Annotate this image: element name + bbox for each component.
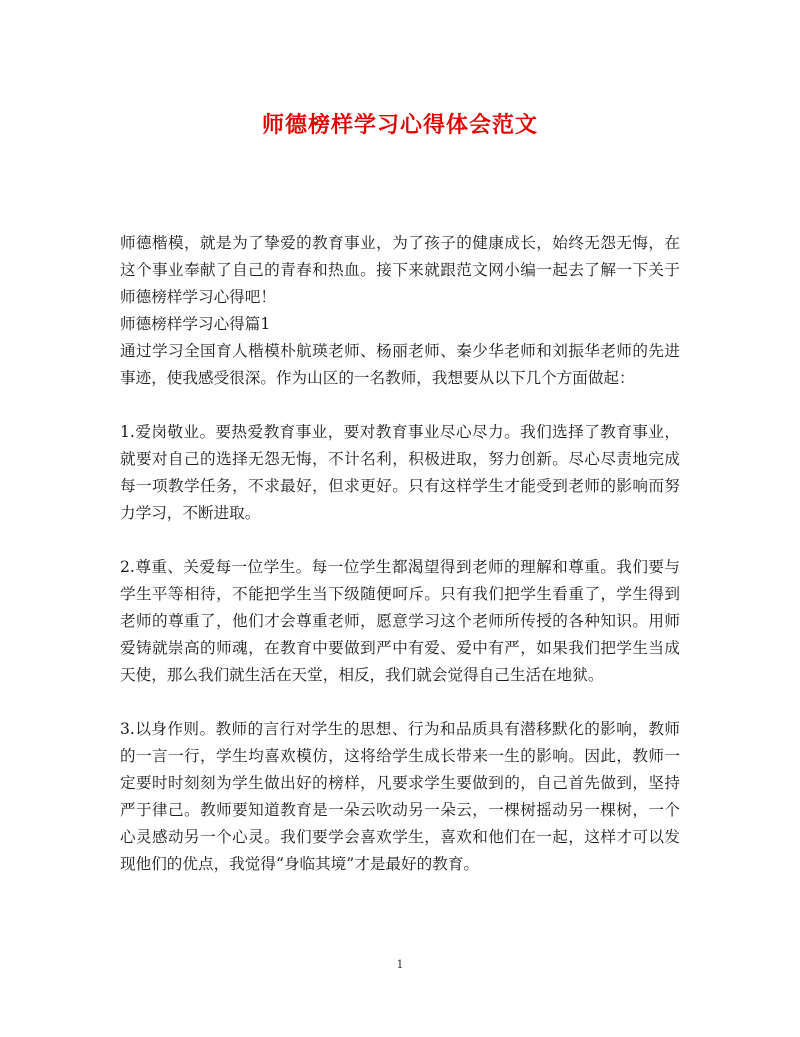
body-paragraph: 通过学习全国育人楷模朴航瑛老师、杨丽老师、秦少华老师和刘振华老师的先进事迹，使我感受很深。作为山区的一名教师，我想要从以下几个方面做起： <box>120 342 680 387</box>
intro-paragraph: 师德楷模，就是为了挚爱的教育事业，为了孩子的健康成长，始终无怨无悔，在这个事业奉献了自己的青春和热血。接下来就跟范文网小编一起去了解一下关于师德榜样学习心得吧！ <box>120 234 680 306</box>
section-heading: 师德榜样学习心得篇1 <box>120 315 271 333</box>
document-title: 师德榜样学习心得体会范文 <box>261 112 538 138</box>
page-number: 1 <box>396 958 404 971</box>
body-paragraph: 3.以身作则。教师的言行对学生的思想、行为和品质具有潜移默化的影响，教师的一言一行，学生均喜欢模仿，这将给学生成长带来一生的影响。因此，教师一定要时时刻刻为学生做出好的榜样，凡要求学生要做到的，自己首先做到，坚持严于律己。教师要知道教育是一朵云吹动另一朵云，一棵树摇动另一棵树，一个心灵感动另一个心灵。我们要学会喜欢学生，喜欢和他们在一起，这样才可以发现他们的优点，我觉得“身临其境”才是最好的教育。 <box>120 720 680 873</box>
body-paragraph: 2.尊重、关爱每一位学生。每一位学生都渴望得到老师的理解和尊重。我们要与学生平等相待，不能把学生当下级随便呵斥。只有我们把学生看重了，学生得到老师的尊重了，他们才会尊重老师，愿意学习这个老师所传授的各种知识。用师爱铸就崇高的师魂，在教育中要做到严中有爱、爱中有严，如果我们把学生当成天使，那么我们就生活在天堂，相反，我们就会觉得自己生活在地狱。 <box>120 558 680 684</box>
document-body <box>120 230 680 878</box>
body-paragraph: 1.爱岗敬业。要热爱教育事业，要对教育事业尽心尽力。我们选择了教育事业，就要对自己的选择无怨无悔，不计名利，积极进取，努力创新。尽心尽责地完成每一项教学任务，不求最好，但求更好。只有这样学生才能受到老师的影响而努力学习，不断进取。 <box>120 423 680 522</box>
